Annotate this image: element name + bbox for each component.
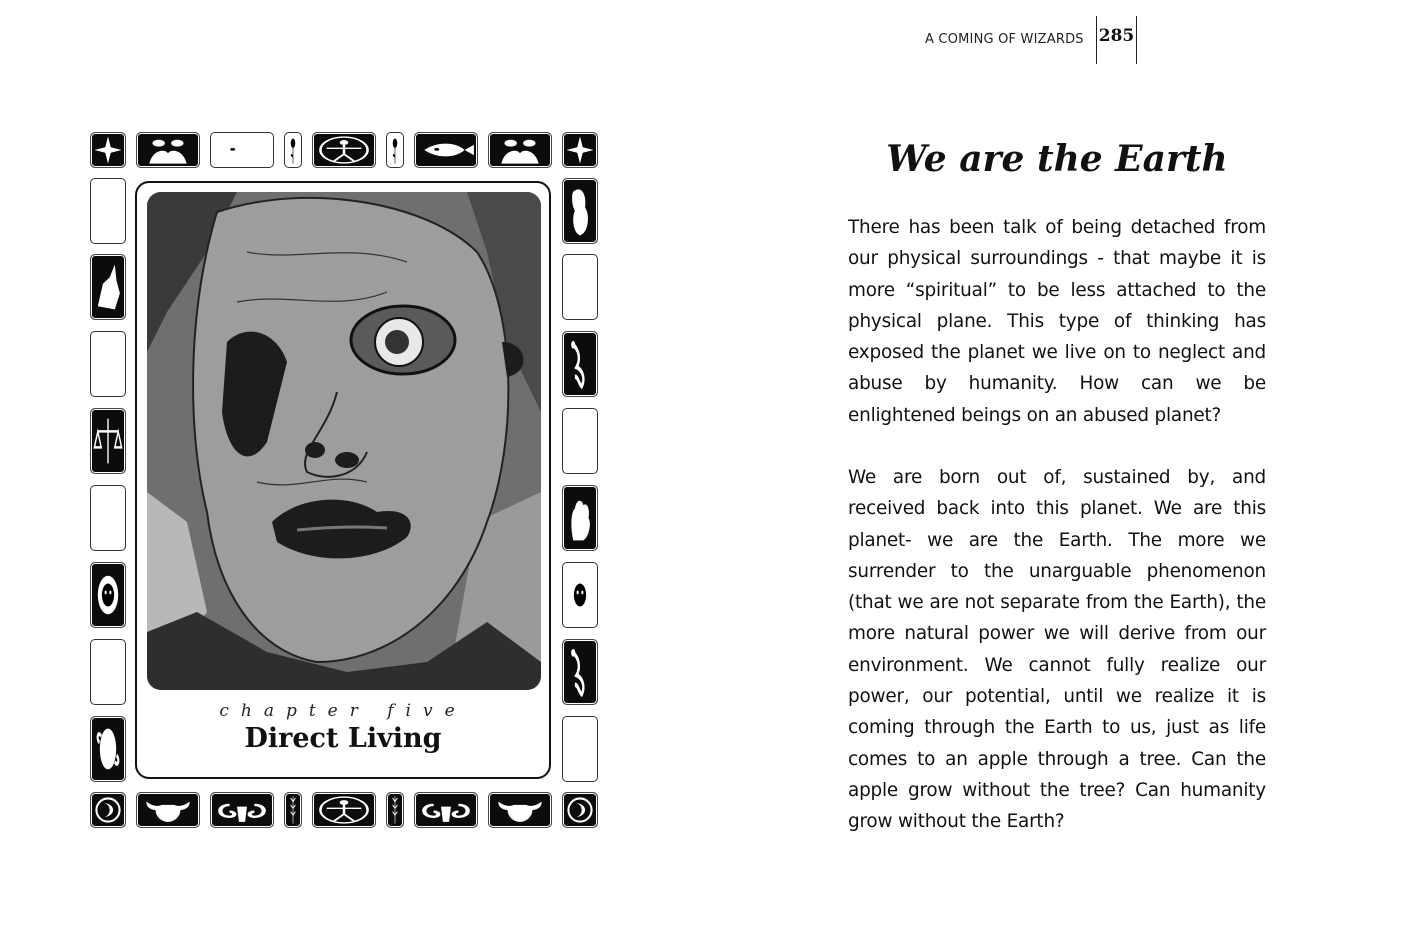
running-title: A COMING OF WIZARDS [925,32,1084,47]
crab-icon [90,716,126,782]
chapter-label: chapter five [219,701,467,721]
scales-icon [562,408,598,474]
star-icon [90,132,126,168]
scales-icon [90,408,126,474]
ram-icon [414,792,478,828]
goat-icon [90,178,126,244]
moon-icon [90,792,126,828]
chapter-card [90,132,600,830]
bull-icon [488,792,552,828]
fish-icon [414,132,478,168]
scorpion-icon [562,639,598,705]
page-heading: We are the Earth [886,138,1228,180]
lion-icon [90,562,126,628]
lion-icon [562,562,598,628]
moon-icon [562,792,598,828]
centaur-icon [562,254,598,320]
hand-icon [90,485,126,551]
fish-icon [210,132,274,168]
scorpion-icon [90,331,126,397]
centaur-icon [90,254,126,320]
star-icon [562,132,598,168]
running-header [900,16,1140,64]
crab-icon [562,716,598,782]
rose-icon [386,132,404,168]
rose-icon [284,132,302,168]
figures-icon [488,132,552,168]
portrait-illustration [147,192,541,690]
wheat-icon [386,792,404,828]
header-divider [1136,16,1137,64]
scorpion-icon [90,639,126,705]
ram-icon [210,792,274,828]
vitruvian-man-icon [312,132,376,168]
figures-icon [136,132,200,168]
vitruvian-man-icon [312,792,376,828]
goat-icon [562,178,598,244]
page-number: 285 [1098,26,1135,46]
scorpion-icon [562,331,598,397]
hand-icon [562,485,598,551]
bull-icon [136,792,200,828]
chapter-title: Direct Living [244,723,442,754]
wheat-icon [284,792,302,828]
paragraph: There has been talk of being detached from our physical surroundings - that maybe it is more “spiritual” to be less attached to the physical plane. This type of thinking has exposed the planet we live on to neglect and abuse by humanity. How can we be enlightened beings on an abused planet? [848,217,1266,426]
paragraph: We are born out of, sustained by, and received back into this planet. We are this planet- we are the Earth. The more we surrender to the unarguable phenomenon (that we are not separate from the Earth), the more natural power we will derive from our environment. We cannot fully realize our power, our potential, until we realize it is coming through the Earth to us, just as life comes to an apple through a tree. Can the apple grow without the tree? Can humanity grow without the Earth? [848,467,1266,833]
card-inner-frame [135,181,551,779]
